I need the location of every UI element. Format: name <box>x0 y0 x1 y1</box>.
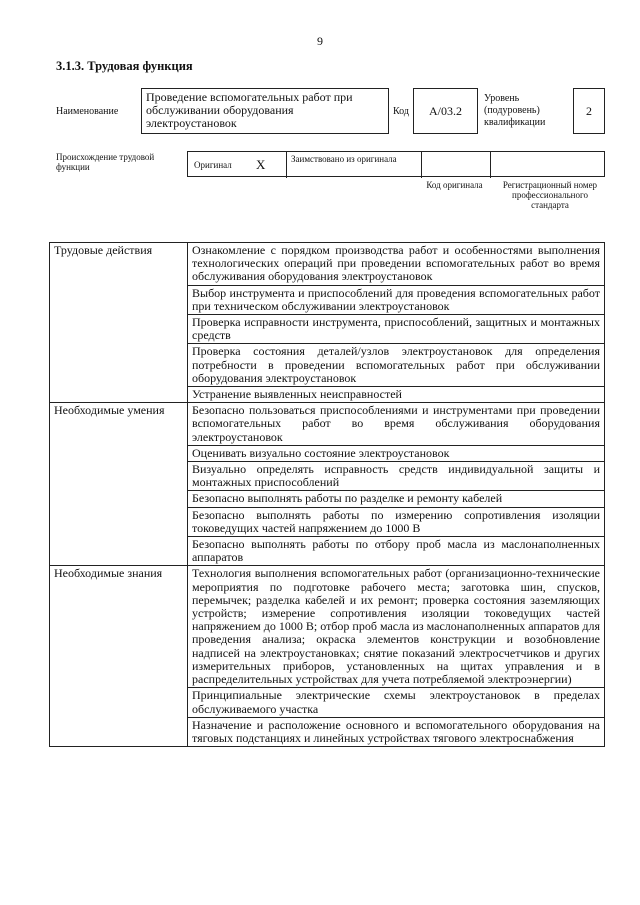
borrowed-cell <box>286 152 421 178</box>
section-title: 3.1.3. Трудовая функция <box>56 59 193 73</box>
function-name-box <box>141 88 389 134</box>
page-number: 9 <box>317 34 323 48</box>
table-cell: Визуально определять исправность средств индивидуальной защиты и монтажных приспособлений <box>188 462 605 491</box>
code-original-cell <box>421 152 490 178</box>
level-label: Уровень (подуровень) квалификации <box>484 93 546 128</box>
origin-label: Происхождение трудовой функции <box>56 152 155 172</box>
table-row <box>50 403 605 446</box>
function-name-value: Проведение вспомогательных работ при обслуживании оборудования электроустановок <box>146 90 353 130</box>
labor-function-table <box>49 242 605 747</box>
original-mark: X <box>256 157 266 172</box>
table-cell: Безопасно выполнять работы по разделке и ремонту кабелей <box>188 491 605 507</box>
section-title-cell: Необходимые умения <box>50 403 188 566</box>
original-cell <box>188 152 286 178</box>
table-cell: Принципиальные электрические схемы электроустановок в пределах обслуживаемого участка <box>188 688 605 717</box>
table-cell: Оценивать визуально состояние электроустановок <box>188 445 605 461</box>
reg-number-label: Регистрационный номер профессионального стандарта <box>502 180 598 210</box>
table-row <box>50 566 605 688</box>
table-cell: Технология выполнения вспомогательных работ (организационно-технические мероприятия по подготовке рабочего места; заготовка шин, спусков, перемычек; разделка кабелей и их ремонт; проверка состояния заземляющих устройств; измерение сопротивления изоляции токоведущих частей напряжением до 1000 В; отбор проб масла из маслонаполненных аппаратов для проведения анализа; окраска элементов конструкции и возобновление надписей на электроустановках; снятие показаний электросчетчиков и других измерительных приборов, установленных на щитах управления и в распределительных устройствах для учета потребляемой электроэнергии) <box>188 566 605 688</box>
borrowed-label: Заимствовано из оригинала <box>291 154 397 164</box>
code-box <box>413 88 478 134</box>
table-cell: Выбор инструмента и приспособлений для проведения вспомогательных работ при техническом обслуживании электроустановок <box>188 285 605 314</box>
table-cell: Ознакомление с порядком производства работ и особенностями выполнения технологических операций при проведении вспомогательных работ во время обслуживания оборудования электроустановок <box>188 243 605 286</box>
table-cell: Безопасно пользоваться приспособлениями и инструментами при проведении вспомогательных работ во время обслуживания оборудования электроустановок <box>188 403 605 446</box>
table-row <box>50 243 605 286</box>
code-label: Код <box>393 106 409 117</box>
section-title-cell: Необходимые знания <box>50 566 188 747</box>
code-original-label: Код оригинала <box>426 180 483 190</box>
name-label: Наименование <box>56 106 119 117</box>
reg-number-cell <box>490 152 605 178</box>
table-cell: Назначение и расположение основного и вспомогательного оборудования на тяговых подстанциях и линейных устройствах тягового электроснабжения <box>188 717 605 746</box>
table-cell: Безопасно выполнять работы по измерению сопротивления изоляции токоведущих частей напряжением до 1000 В <box>188 507 605 536</box>
level-box <box>573 88 605 134</box>
table-cell: Устранение выявленных неисправностей <box>188 387 605 403</box>
original-label: Оригинал <box>194 160 232 170</box>
table-cell: Проверка состояния деталей/узлов электроустановок для определения потребности в проведении вспомогательных работ при обслуживании оборудования электроустановок <box>188 344 605 387</box>
code-value: А/03.2 <box>429 103 462 118</box>
origin-row <box>187 151 605 177</box>
table-cell: Безопасно выполнять работы по отбору проб масла из маслонаполненных аппаратов <box>188 537 605 566</box>
table-cell: Проверка исправности инструмента, приспособлений, защитных и монтажных средств <box>188 315 605 344</box>
section-title-cell: Трудовые действия <box>50 243 188 403</box>
level-value: 2 <box>586 103 592 118</box>
